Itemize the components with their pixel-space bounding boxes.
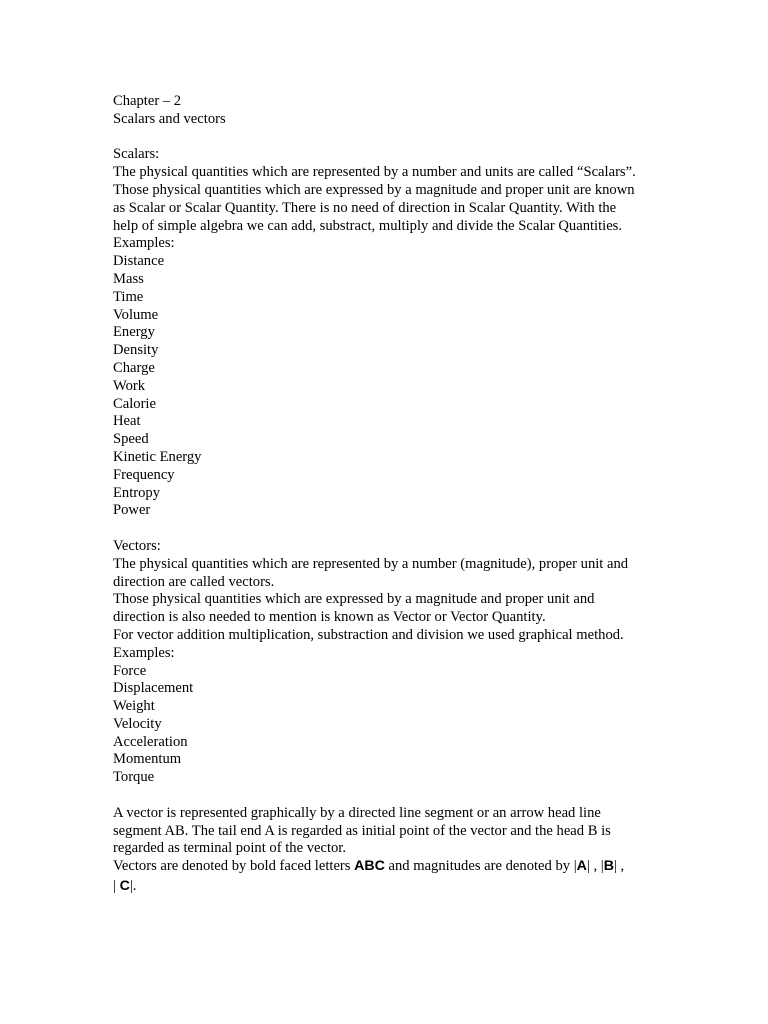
list-item: Distance: [113, 253, 165, 270]
vectors-section: [113, 538, 673, 787]
paragraph-line: Those physical quantities which are expressed by a magnitude and proper unit and: [113, 591, 595, 608]
paragraph-line: help of simple algebra we can add, substract, multiply and divide the Scalar Quantities.: [113, 217, 623, 234]
list-item: Velocity: [113, 715, 162, 732]
list-item: Energy: [113, 324, 155, 341]
vectors-examples-list: [113, 663, 673, 788]
list-item: Torque: [113, 769, 155, 786]
list-item: Work: [113, 377, 146, 394]
paragraph-line: direction is also needed to mention is known as Vector or Vector Quantity.: [113, 609, 546, 626]
vectors-heading: Vectors:: [113, 537, 161, 554]
paragraph-line: For vector addition multiplication, substraction and division we used graphical method.: [113, 626, 624, 643]
spacer: [113, 129, 673, 147]
magnitude-c: C: [119, 878, 130, 895]
paragraph-line: Those physical quantities which are expressed by a magnitude and proper unit are known: [113, 181, 635, 198]
scalars-definition: [113, 164, 673, 235]
list-item: Force: [113, 662, 147, 679]
line2-suffix: |.: [129, 878, 137, 895]
list-item: Time: [113, 288, 144, 305]
paragraph-line: A vector is represented graphically by a directed line segment or an arrow head line: [113, 804, 601, 821]
list-item: Displacement: [113, 680, 194, 697]
representation-paragraph: [113, 805, 673, 858]
scalars-examples-list: [113, 253, 673, 520]
document-page: [113, 93, 673, 896]
spacer: [113, 520, 673, 538]
paragraph-line: segment AB. The tail end A is regarded as initial point of the vector and the head B is: [113, 822, 611, 839]
scalars-heading: Scalars:: [113, 146, 160, 163]
notation-line-2: [113, 878, 673, 896]
paragraph-line: as Scalar or Scalar Quantity. There is no need of direction in Scalar Quantity. With the: [113, 199, 617, 216]
list-item: Acceleration: [113, 733, 188, 750]
separator-2: | ,: [613, 858, 625, 875]
notation-line: [113, 858, 673, 876]
representation-section: [113, 805, 673, 896]
chapter-heading: Chapter – 2: [113, 93, 182, 109]
list-item: Charge: [113, 359, 155, 376]
list-item: Heat: [113, 413, 141, 430]
notation-middle: and magnitudes are denoted by |: [384, 858, 577, 875]
scalars-examples-label: Examples:: [113, 235, 175, 252]
paragraph-line: direction are called vectors.: [113, 573, 275, 590]
list-item: Density: [113, 342, 159, 359]
list-item: Kinetic Energy: [113, 448, 202, 465]
list-item: Momentum: [113, 751, 182, 768]
notation-prefix: Vectors are denoted by bold faced letters: [113, 858, 355, 875]
paragraph-line: The physical quantities which are represented by a number (magnitude), proper unit and: [113, 555, 629, 572]
list-item: Calorie: [113, 395, 156, 412]
list-item: Power: [113, 502, 151, 519]
vectors-definition: [113, 556, 673, 645]
list-item: Weight: [113, 698, 155, 715]
line2-prefix: |: [113, 878, 120, 895]
list-item: Entropy: [113, 484, 161, 501]
paragraph-line: regarded as terminal point of the vector.: [113, 840, 347, 857]
magnitude-b: B: [603, 858, 614, 875]
bold-letters: ABC: [354, 858, 385, 875]
paragraph-line: The physical quantities which are represented by a number and units are called “Scalars”.: [113, 164, 636, 181]
list-item: Mass: [113, 270, 144, 287]
scalars-section: [113, 146, 673, 520]
chapter-title: Scalars and vectors: [113, 110, 226, 127]
magnitude-a: A: [576, 858, 587, 875]
list-item: Frequency: [113, 466, 175, 483]
separator-1: | , |: [586, 858, 604, 875]
vectors-examples-label: Examples:: [113, 644, 175, 661]
list-item: Volume: [113, 306, 159, 323]
spacer: [113, 787, 673, 805]
list-item: Speed: [113, 431, 149, 448]
